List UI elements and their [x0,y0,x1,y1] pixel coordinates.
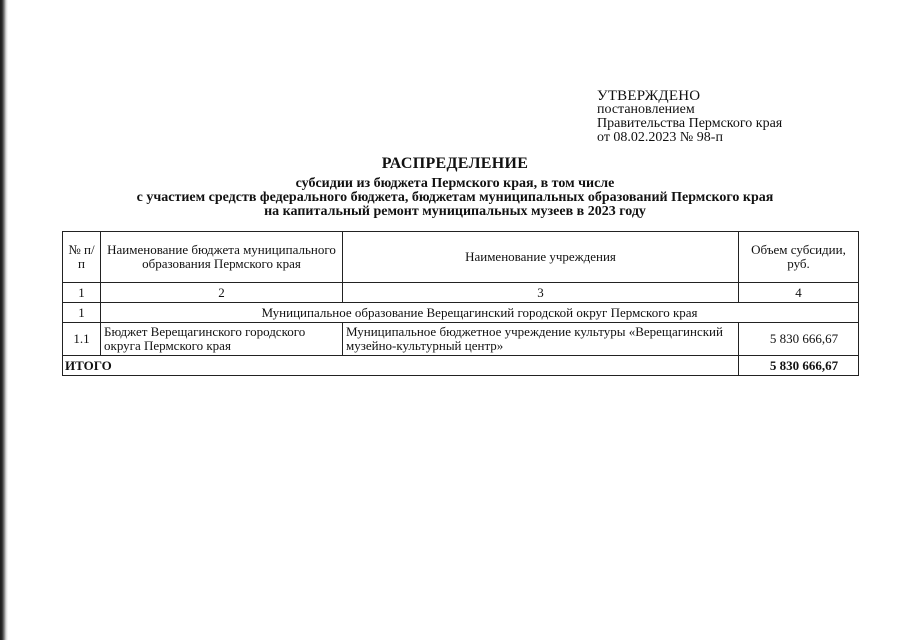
approval-line-1: постановлением [597,102,695,117]
approval-line-2: Правительства Пермского края [597,116,783,131]
column-number-row [63,283,859,303]
header-num: № п/п [63,232,101,283]
approval-line-3: от 08.02.2023 № 98-п [597,130,723,145]
column-number-3: 3 [343,283,739,303]
header-amount: Объем субсидии, руб. [739,232,859,283]
header-institution: Наименование учреждения [343,232,739,283]
column-number-4: 4 [739,283,859,303]
approval-title: УТВЕРЖДЕНО [597,88,701,104]
document-title: РАСПРЕДЕЛЕНИЕ [381,155,529,172]
municipality-name: Муниципальное образование Верещагинский городской округ Пермского края [101,303,859,323]
row-num: 1.1 [63,323,101,356]
table-row [63,323,859,356]
subtitle-line-2: с участием средств федерального бюджета, бюджетам муниципальных образований Пермского края [136,190,774,205]
document-subtitle [60,177,850,219]
total-row [63,356,859,376]
subtitle-line-1: субсидии из бюджета Пермского края, в том числе [295,176,615,191]
column-number-1: 1 [63,283,101,303]
row-institution: Муниципальное бюджетное учреждение культуры «Верещагинский музейно-культурный центр» [343,323,739,356]
column-number-2: 2 [101,283,343,303]
header-budget: Наименование бюджета муниципального образования Пермского края [101,232,343,283]
scan-edge [0,0,8,640]
total-amount: 5 830 666,67 [739,356,859,376]
subtitle-line-3: на капитальный ремонт муниципальных музеев в 2023 году [264,204,646,219]
total-label: ИТОГО [63,356,739,376]
approval-stamp [597,89,782,145]
subsidy-table [62,231,859,376]
row-budget: Бюджет Верещагинского городского округа Пермского края [101,323,343,356]
table-header-row [63,232,859,283]
row-amount: 5 830 666,67 [739,323,859,356]
municipality-num: 1 [63,303,101,323]
municipality-row [63,303,859,323]
